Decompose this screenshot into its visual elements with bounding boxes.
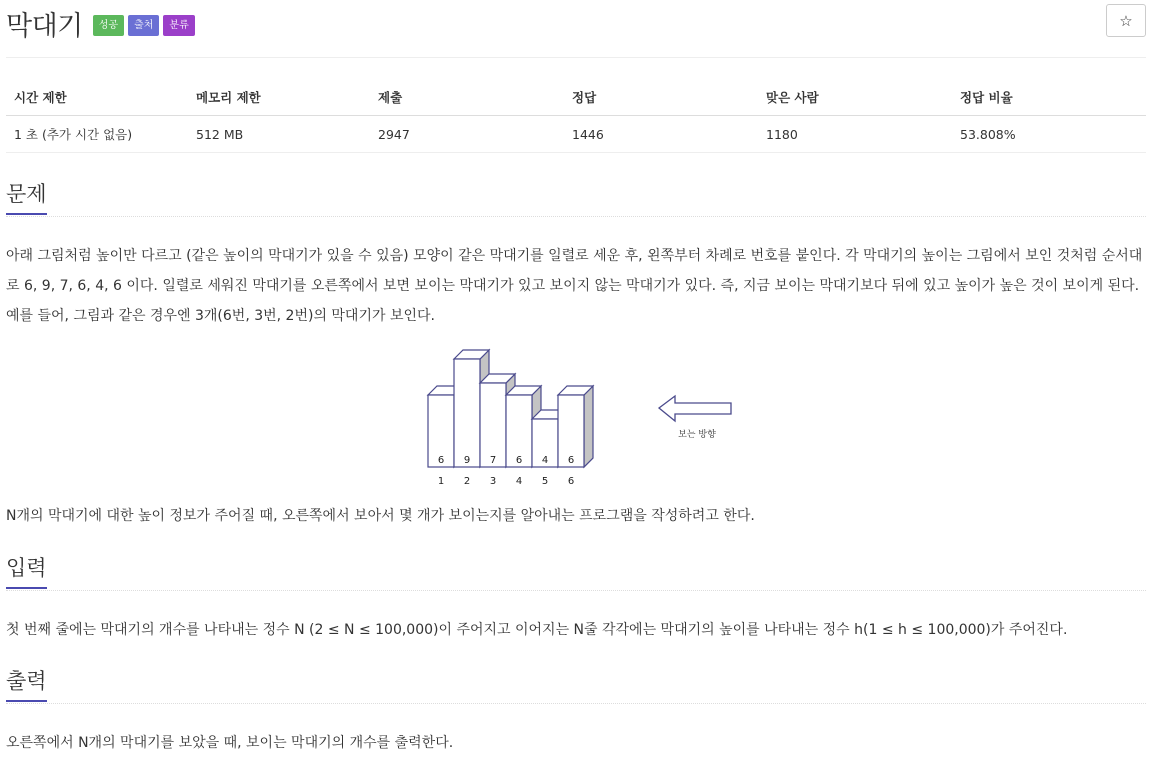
page-title: 막대기 xyxy=(6,11,83,42)
submissions-value: 2947 xyxy=(370,116,564,153)
badge-category[interactable]: 분류 xyxy=(163,15,194,36)
input-section-title: 입력 xyxy=(6,556,47,589)
time-limit-value: 1 초 (추가 시간 없음) xyxy=(6,116,188,153)
header-submissions: 제출 xyxy=(370,78,564,116)
header-divider xyxy=(6,57,1146,58)
memory-limit-value: 512 MB xyxy=(188,116,370,153)
output-description: 오른쪽에서 N개의 막대기를 보았을 때, 보이는 막대기의 개수를 출력한다. xyxy=(6,735,454,751)
header-ratio: 정답 비율 xyxy=(952,78,1146,116)
table-header-row xyxy=(6,78,1146,116)
favorite-button[interactable] xyxy=(1106,4,1146,37)
star-icon: ☆ xyxy=(1119,11,1133,30)
header-time-limit: 시간 제한 xyxy=(6,78,188,116)
stick-height-label: 4 xyxy=(541,455,549,466)
problem-description: 아래 그림처럼 높이만 다르고 (같은 높이의 막대기가 있을 수 있음) 모양이 같은 막대기를 일렬로 세운 후, 왼쪽부터 차례로 번호를 붙인다. 각 막대기의 높이는 그림에서 보인 것처럼 순서대로 6, 9, 7, 6, 4, 6 이다. 일렬로 세워진 막대기를 오른쪽에서 보면 보이는 막대기가 있고 보이지 않는 막대기가 있다. 즉, 지금 보이는 막대기보다 뒤에 있고 높이가 높은 것이 보이게 된다. 예를 들어, 그림과 같은 경우엔 3개(6번, 3번, 2번)의 막대기가 보인다. xyxy=(6,248,1143,324)
stick-index-label: 3 xyxy=(489,476,497,487)
stick-height-label: 9 xyxy=(463,455,471,466)
stick-diagram-svg xyxy=(420,343,750,493)
stick-index-label: 1 xyxy=(437,476,445,487)
stick-height-label: 6 xyxy=(515,455,523,466)
view-direction-arrow xyxy=(659,396,731,421)
output-section-title: 출력 xyxy=(6,669,47,702)
stick-side-face xyxy=(584,386,593,467)
stick-index-label: 2 xyxy=(463,476,471,487)
stick-height-label: 7 xyxy=(489,455,497,466)
solvers-value: 1180 xyxy=(758,116,952,153)
stick-height-label: 6 xyxy=(437,455,445,466)
table-row xyxy=(6,116,1146,153)
title-row xyxy=(6,4,195,43)
problem-section-title: 문제 xyxy=(6,182,47,215)
header-solvers: 맞은 사람 xyxy=(758,78,952,116)
badge-group xyxy=(93,15,195,36)
problem-section-header xyxy=(6,182,1146,217)
header-memory-limit: 메모리 제한 xyxy=(188,78,370,116)
badge-success[interactable]: 성공 xyxy=(93,15,124,36)
input-section-header xyxy=(6,556,1146,591)
header-accepted: 정답 xyxy=(564,78,758,116)
output-section-header xyxy=(6,669,1146,704)
ratio-value: 53.808% xyxy=(952,116,1146,153)
stick-index-label: 6 xyxy=(567,476,575,487)
problem-description-2: N개의 막대기에 대한 높이 정보가 주어질 때, 오른쪽에서 보아서 몇 개가 보이는지를 알아내는 프로그램을 작성하려고 한다. xyxy=(6,508,755,524)
problem-info-table xyxy=(6,78,1146,153)
stick-index-label: 5 xyxy=(541,476,549,487)
view-direction-label: 보는 방향 xyxy=(678,430,716,440)
input-description: 첫 번째 줄에는 막대기의 개수를 나타내는 정수 N (2 ≤ N ≤ 100,000)이 주어지고 이어지는 N줄 각각에는 막대기의 높이를 나타내는 정수 h(1 ≤ h ≤ 100,000)가 주어진다. xyxy=(6,622,1068,638)
stick-height-label: 6 xyxy=(567,455,575,466)
stick-figure xyxy=(420,343,750,493)
badge-source[interactable]: 출처 xyxy=(128,15,159,36)
accepted-value: 1446 xyxy=(564,116,758,153)
stick-index-label: 4 xyxy=(515,476,523,487)
stick-bar xyxy=(454,359,480,467)
